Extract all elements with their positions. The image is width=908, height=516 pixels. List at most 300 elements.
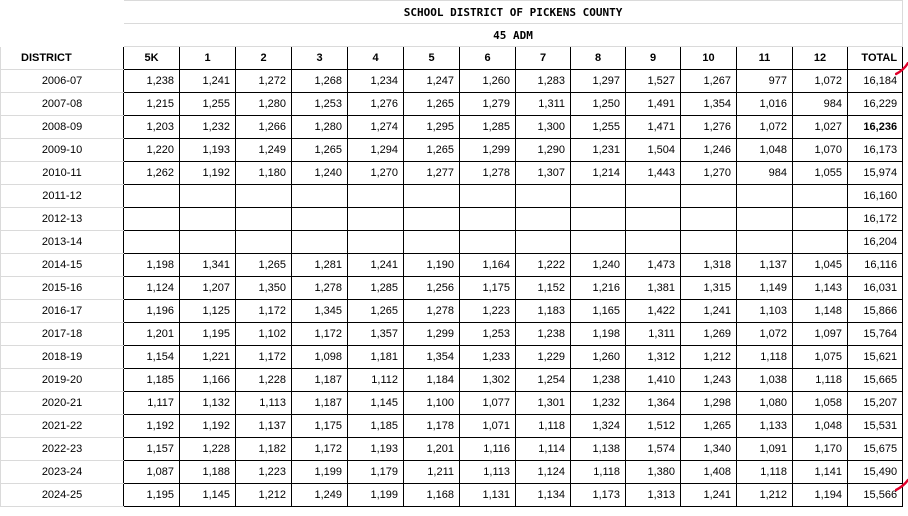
grade-cell xyxy=(348,185,404,208)
grade-cell: 1,473 xyxy=(626,254,681,277)
grade-cell: 1,070 xyxy=(793,139,848,162)
grade-cell xyxy=(737,185,793,208)
year-cell: 2007-08 xyxy=(1,93,124,116)
grade-cell: 1,195 xyxy=(124,484,180,507)
grade-cell xyxy=(180,231,236,254)
grade-cell: 1,172 xyxy=(236,346,292,369)
grade-cell: 1,240 xyxy=(292,162,348,185)
grade-cell: 1,058 xyxy=(793,392,848,415)
grade-cell xyxy=(180,185,236,208)
grade-cell: 1,301 xyxy=(516,392,571,415)
grade-cell xyxy=(180,208,236,231)
grade-cell xyxy=(124,185,180,208)
grade-cell: 1,016 xyxy=(737,93,793,116)
grade-cell: 1,071 xyxy=(460,415,516,438)
grade-cell: 1,091 xyxy=(737,438,793,461)
column-header: 9 xyxy=(626,47,681,70)
grade-cell: 1,193 xyxy=(180,139,236,162)
grade-cell: 1,145 xyxy=(180,484,236,507)
grade-cell: 1,229 xyxy=(516,346,571,369)
table-row xyxy=(1,323,903,346)
grade-cell: 1,080 xyxy=(737,392,793,415)
grade-cell: 1,354 xyxy=(681,93,737,116)
grade-cell: 1,222 xyxy=(516,254,571,277)
grade-cell: 1,211 xyxy=(404,461,460,484)
column-header: TOTAL xyxy=(848,47,903,70)
grade-cell xyxy=(236,208,292,231)
grade-cell: 1,256 xyxy=(404,277,460,300)
total-cell: 16,204 xyxy=(848,231,903,254)
grade-cell: 1,124 xyxy=(516,461,571,484)
grade-cell: 1,311 xyxy=(516,93,571,116)
year-cell: 2008-09 xyxy=(1,116,124,139)
grade-cell: 1,350 xyxy=(236,277,292,300)
grade-cell: 1,268 xyxy=(292,70,348,93)
grade-cell: 1,214 xyxy=(571,162,626,185)
grade-cell: 1,180 xyxy=(236,162,292,185)
table-row xyxy=(1,415,903,438)
grade-cell xyxy=(292,185,348,208)
grade-cell: 1,266 xyxy=(236,116,292,139)
table-row xyxy=(1,139,903,162)
grade-cell: 1,166 xyxy=(180,369,236,392)
grade-cell: 1,185 xyxy=(124,369,180,392)
grade-cell xyxy=(236,185,292,208)
grade-cell: 1,241 xyxy=(681,300,737,323)
grade-cell: 1,290 xyxy=(516,139,571,162)
total-cell: 16,236 xyxy=(848,116,903,139)
grade-cell: 1,232 xyxy=(571,392,626,415)
grade-cell: 1,145 xyxy=(348,392,404,415)
column-header: 2 xyxy=(236,47,292,70)
grade-cell xyxy=(460,231,516,254)
table-row xyxy=(1,93,903,116)
grade-cell: 1,212 xyxy=(681,346,737,369)
total-cell: 15,665 xyxy=(848,369,903,392)
column-header: 3 xyxy=(292,47,348,70)
grade-cell: 1,113 xyxy=(460,461,516,484)
grade-cell: 1,097 xyxy=(793,323,848,346)
grade-cell: 1,045 xyxy=(793,254,848,277)
year-cell: 2020-21 xyxy=(1,392,124,415)
grade-cell: 1,285 xyxy=(348,277,404,300)
grade-cell: 1,072 xyxy=(737,116,793,139)
grade-cell: 1,152 xyxy=(516,277,571,300)
grade-cell: 1,278 xyxy=(460,162,516,185)
grade-cell xyxy=(737,231,793,254)
grade-cell: 1,027 xyxy=(793,116,848,139)
grade-cell: 1,113 xyxy=(236,392,292,415)
table-row xyxy=(1,185,903,208)
grade-cell xyxy=(793,208,848,231)
grade-cell: 1,048 xyxy=(737,139,793,162)
grade-cell: 1,118 xyxy=(571,461,626,484)
grade-cell: 1,141 xyxy=(793,461,848,484)
grade-cell: 1,408 xyxy=(681,461,737,484)
grade-cell: 1,215 xyxy=(124,93,180,116)
grade-cell: 1,354 xyxy=(404,346,460,369)
grade-cell: 1,295 xyxy=(404,116,460,139)
grade-cell: 1,280 xyxy=(236,93,292,116)
grade-cell: 1,055 xyxy=(793,162,848,185)
total-cell: 16,160 xyxy=(848,185,903,208)
grade-cell: 1,125 xyxy=(180,300,236,323)
grade-cell: 1,143 xyxy=(793,277,848,300)
grade-cell: 1,102 xyxy=(236,323,292,346)
grade-cell: 1,201 xyxy=(404,438,460,461)
table-row xyxy=(1,346,903,369)
grade-cell: 1,491 xyxy=(626,93,681,116)
grade-cell: 1,298 xyxy=(681,392,737,415)
table-row xyxy=(1,461,903,484)
grade-cell xyxy=(737,208,793,231)
grade-cell: 1,137 xyxy=(737,254,793,277)
table-row xyxy=(1,70,903,93)
grade-cell: 1,179 xyxy=(348,461,404,484)
table-row xyxy=(1,277,903,300)
grade-cell: 1,422 xyxy=(626,300,681,323)
grade-cell: 1,199 xyxy=(292,461,348,484)
grade-cell: 1,265 xyxy=(404,93,460,116)
column-header: 6 xyxy=(460,47,516,70)
grade-cell: 1,072 xyxy=(737,323,793,346)
grade-cell: 1,272 xyxy=(236,70,292,93)
grade-cell: 1,201 xyxy=(124,323,180,346)
grade-cell: 1,134 xyxy=(516,484,571,507)
grade-cell: 1,574 xyxy=(626,438,681,461)
grade-cell: 1,324 xyxy=(571,415,626,438)
total-cell: 15,207 xyxy=(848,392,903,415)
grade-cell: 1,265 xyxy=(404,139,460,162)
grade-cell: 1,100 xyxy=(404,392,460,415)
grade-cell: 1,137 xyxy=(236,415,292,438)
grade-cell: 1,307 xyxy=(516,162,571,185)
grade-cell xyxy=(292,208,348,231)
grade-cell: 1,173 xyxy=(571,484,626,507)
table-row xyxy=(1,254,903,277)
grade-cell: 1,168 xyxy=(404,484,460,507)
grade-cell: 1,203 xyxy=(124,116,180,139)
grade-cell: 1,249 xyxy=(236,139,292,162)
grade-cell: 1,220 xyxy=(124,139,180,162)
grade-cell: 1,340 xyxy=(681,438,737,461)
grade-cell: 1,238 xyxy=(571,369,626,392)
grade-cell: 1,192 xyxy=(180,162,236,185)
column-header: 10 xyxy=(681,47,737,70)
grade-cell: 1,103 xyxy=(737,300,793,323)
grade-cell: 1,504 xyxy=(626,139,681,162)
grade-cell: 1,254 xyxy=(516,369,571,392)
grade-cell: 1,196 xyxy=(124,300,180,323)
grade-cell xyxy=(681,185,737,208)
total-cell: 16,229 xyxy=(848,93,903,116)
grade-cell: 1,188 xyxy=(180,461,236,484)
grade-cell: 1,274 xyxy=(348,116,404,139)
grade-cell: 1,255 xyxy=(180,93,236,116)
grade-cell: 1,223 xyxy=(460,300,516,323)
grade-cell: 1,253 xyxy=(460,323,516,346)
page-subtitle: 45 ADM xyxy=(124,24,903,47)
grade-cell: 1,181 xyxy=(348,346,404,369)
grade-cell: 1,172 xyxy=(292,323,348,346)
grade-cell: 1,190 xyxy=(404,254,460,277)
title-spacer xyxy=(1,1,124,24)
grade-cell: 1,184 xyxy=(404,369,460,392)
grade-cell: 1,131 xyxy=(460,484,516,507)
grade-cell: 1,380 xyxy=(626,461,681,484)
grade-cell: 1,299 xyxy=(404,323,460,346)
header-row xyxy=(1,47,903,70)
column-header: 12 xyxy=(793,47,848,70)
grade-cell: 1,270 xyxy=(681,162,737,185)
grade-cell: 1,250 xyxy=(571,93,626,116)
year-cell: 2011-12 xyxy=(1,185,124,208)
grade-cell: 1,285 xyxy=(460,116,516,139)
grade-cell: 1,207 xyxy=(180,277,236,300)
grade-cell: 1,185 xyxy=(348,415,404,438)
total-cell: 15,566 xyxy=(848,484,903,507)
grade-cell xyxy=(571,231,626,254)
grade-cell: 1,170 xyxy=(793,438,848,461)
grade-cell: 1,238 xyxy=(516,323,571,346)
column-header: 4 xyxy=(348,47,404,70)
grade-cell xyxy=(460,185,516,208)
grade-cell: 1,193 xyxy=(348,438,404,461)
grade-cell: 1,212 xyxy=(236,484,292,507)
grade-cell: 1,087 xyxy=(124,461,180,484)
year-cell: 2018-19 xyxy=(1,346,124,369)
grade-cell: 1,381 xyxy=(626,277,681,300)
year-cell: 2009-10 xyxy=(1,139,124,162)
grade-cell xyxy=(681,231,737,254)
total-cell: 16,172 xyxy=(848,208,903,231)
grade-cell: 1,233 xyxy=(460,346,516,369)
table-row xyxy=(1,392,903,415)
grade-cell xyxy=(404,185,460,208)
grade-cell: 1,175 xyxy=(460,277,516,300)
grade-cell: 1,265 xyxy=(681,415,737,438)
grade-cell xyxy=(348,208,404,231)
grade-cell: 1,138 xyxy=(571,438,626,461)
grade-cell: 1,249 xyxy=(292,484,348,507)
grade-cell: 1,149 xyxy=(737,277,793,300)
grade-cell: 1,175 xyxy=(292,415,348,438)
grade-cell xyxy=(626,208,681,231)
grade-cell: 1,223 xyxy=(236,461,292,484)
grade-cell: 1,165 xyxy=(571,300,626,323)
grade-cell: 1,241 xyxy=(348,254,404,277)
column-header: 11 xyxy=(737,47,793,70)
column-header: 8 xyxy=(571,47,626,70)
grade-cell xyxy=(236,231,292,254)
year-cell: 2019-20 xyxy=(1,369,124,392)
subtitle-spacer xyxy=(1,24,124,47)
total-cell: 15,675 xyxy=(848,438,903,461)
grade-cell xyxy=(626,231,681,254)
page-title: SCHOOL DISTRICT OF PICKENS COUNTY xyxy=(124,1,903,24)
grade-cell: 1,276 xyxy=(348,93,404,116)
total-cell: 16,184 xyxy=(848,70,903,93)
total-cell: 15,974 xyxy=(848,162,903,185)
grade-cell: 1,212 xyxy=(737,484,793,507)
year-cell: 2021-22 xyxy=(1,415,124,438)
table-row xyxy=(1,208,903,231)
year-cell: 2014-15 xyxy=(1,254,124,277)
grade-cell: 1,262 xyxy=(124,162,180,185)
grade-cell: 1,313 xyxy=(626,484,681,507)
column-header: DISTRICT xyxy=(1,47,124,70)
grade-cell: 1,187 xyxy=(292,392,348,415)
grade-cell: 1,114 xyxy=(516,438,571,461)
grade-cell: 1,278 xyxy=(292,277,348,300)
grade-cell: 1,199 xyxy=(348,484,404,507)
grade-cell: 1,300 xyxy=(516,116,571,139)
table-row xyxy=(1,300,903,323)
grade-cell: 1,192 xyxy=(180,415,236,438)
grade-cell: 1,260 xyxy=(571,346,626,369)
grade-cell xyxy=(348,231,404,254)
grade-cell: 1,265 xyxy=(236,254,292,277)
grade-cell xyxy=(124,208,180,231)
year-cell: 2015-16 xyxy=(1,277,124,300)
grade-cell: 977 xyxy=(737,70,793,93)
grade-cell: 1,341 xyxy=(180,254,236,277)
grade-cell: 1,231 xyxy=(571,139,626,162)
grade-cell: 1,228 xyxy=(180,438,236,461)
year-cell: 2012-13 xyxy=(1,208,124,231)
grade-cell: 1,270 xyxy=(348,162,404,185)
grade-cell: 1,182 xyxy=(236,438,292,461)
table-row xyxy=(1,369,903,392)
grade-cell: 1,238 xyxy=(124,70,180,93)
grade-cell: 1,195 xyxy=(180,323,236,346)
total-cell: 16,173 xyxy=(848,139,903,162)
grade-cell: 1,118 xyxy=(737,346,793,369)
grade-cell: 1,187 xyxy=(292,369,348,392)
year-cell: 2023-24 xyxy=(1,461,124,484)
table-row xyxy=(1,162,903,185)
grade-cell: 1,311 xyxy=(626,323,681,346)
red-pen-mark-bottom xyxy=(895,478,908,492)
grade-cell xyxy=(626,185,681,208)
grade-cell xyxy=(292,231,348,254)
grade-cell: 1,364 xyxy=(626,392,681,415)
grade-cell xyxy=(404,208,460,231)
grade-cell: 1,255 xyxy=(571,116,626,139)
grade-cell xyxy=(681,208,737,231)
grade-cell: 1,265 xyxy=(348,300,404,323)
grade-cell: 1,234 xyxy=(348,70,404,93)
total-cell: 15,866 xyxy=(848,300,903,323)
grade-cell: 1,297 xyxy=(571,70,626,93)
grade-cell: 1,038 xyxy=(737,369,793,392)
grade-cell: 1,133 xyxy=(737,415,793,438)
grade-cell: 1,279 xyxy=(460,93,516,116)
grade-cell: 1,232 xyxy=(180,116,236,139)
grade-cell: 1,228 xyxy=(236,369,292,392)
grade-cell: 1,164 xyxy=(460,254,516,277)
total-cell: 16,116 xyxy=(848,254,903,277)
grade-cell: 1,253 xyxy=(292,93,348,116)
year-cell: 2010-11 xyxy=(1,162,124,185)
grade-cell: 1,312 xyxy=(626,346,681,369)
grade-cell: 1,124 xyxy=(124,277,180,300)
grade-cell: 1,118 xyxy=(737,461,793,484)
grade-cell: 1,117 xyxy=(124,392,180,415)
grade-cell: 1,075 xyxy=(793,346,848,369)
grade-cell: 984 xyxy=(737,162,793,185)
grade-cell: 1,278 xyxy=(404,300,460,323)
year-cell: 2024-25 xyxy=(1,484,124,507)
grade-cell: 1,183 xyxy=(516,300,571,323)
grade-cell: 1,471 xyxy=(626,116,681,139)
grade-cell: 1,260 xyxy=(460,70,516,93)
grade-cell: 1,241 xyxy=(180,70,236,93)
table-row xyxy=(1,231,903,254)
year-cell: 2016-17 xyxy=(1,300,124,323)
grade-cell: 1,267 xyxy=(681,70,737,93)
grade-cell: 1,221 xyxy=(180,346,236,369)
grade-cell: 1,098 xyxy=(292,346,348,369)
red-pen-mark-top xyxy=(895,62,908,76)
year-cell: 2017-18 xyxy=(1,323,124,346)
grade-cell: 1,315 xyxy=(681,277,737,300)
column-header: 7 xyxy=(516,47,571,70)
grade-cell: 1,148 xyxy=(793,300,848,323)
grade-cell: 1,241 xyxy=(681,484,737,507)
column-header: 5 xyxy=(404,47,460,70)
grade-cell: 1,280 xyxy=(292,116,348,139)
grade-cell xyxy=(516,185,571,208)
grade-cell: 1,512 xyxy=(626,415,681,438)
grade-cell: 1,269 xyxy=(681,323,737,346)
grade-cell: 1,247 xyxy=(404,70,460,93)
grade-cell xyxy=(571,185,626,208)
grade-cell: 1,198 xyxy=(124,254,180,277)
grade-cell: 1,527 xyxy=(626,70,681,93)
table-row xyxy=(1,484,903,507)
grade-cell: 1,132 xyxy=(180,392,236,415)
grade-cell: 1,318 xyxy=(681,254,737,277)
grade-cell xyxy=(516,231,571,254)
table-row xyxy=(1,438,903,461)
grade-cell: 1,299 xyxy=(460,139,516,162)
year-cell: 2006-07 xyxy=(1,70,124,93)
total-cell: 16,031 xyxy=(848,277,903,300)
grade-cell: 1,194 xyxy=(793,484,848,507)
grade-cell: 1,154 xyxy=(124,346,180,369)
grade-cell: 1,118 xyxy=(793,369,848,392)
grade-cell xyxy=(793,231,848,254)
grade-cell: 1,243 xyxy=(681,369,737,392)
total-cell: 15,531 xyxy=(848,415,903,438)
grade-cell: 1,410 xyxy=(626,369,681,392)
grade-cell: 1,265 xyxy=(292,139,348,162)
grade-cell: 1,172 xyxy=(292,438,348,461)
grade-cell xyxy=(124,231,180,254)
grade-cell: 1,294 xyxy=(348,139,404,162)
grade-cell: 1,116 xyxy=(460,438,516,461)
grade-cell: 1,172 xyxy=(236,300,292,323)
grade-cell: 1,216 xyxy=(571,277,626,300)
total-cell: 15,621 xyxy=(848,346,903,369)
grade-cell: 1,276 xyxy=(681,116,737,139)
grade-cell: 1,198 xyxy=(571,323,626,346)
grade-cell: 1,277 xyxy=(404,162,460,185)
column-header: 1 xyxy=(180,47,236,70)
grade-cell: 984 xyxy=(793,93,848,116)
grade-cell xyxy=(516,208,571,231)
